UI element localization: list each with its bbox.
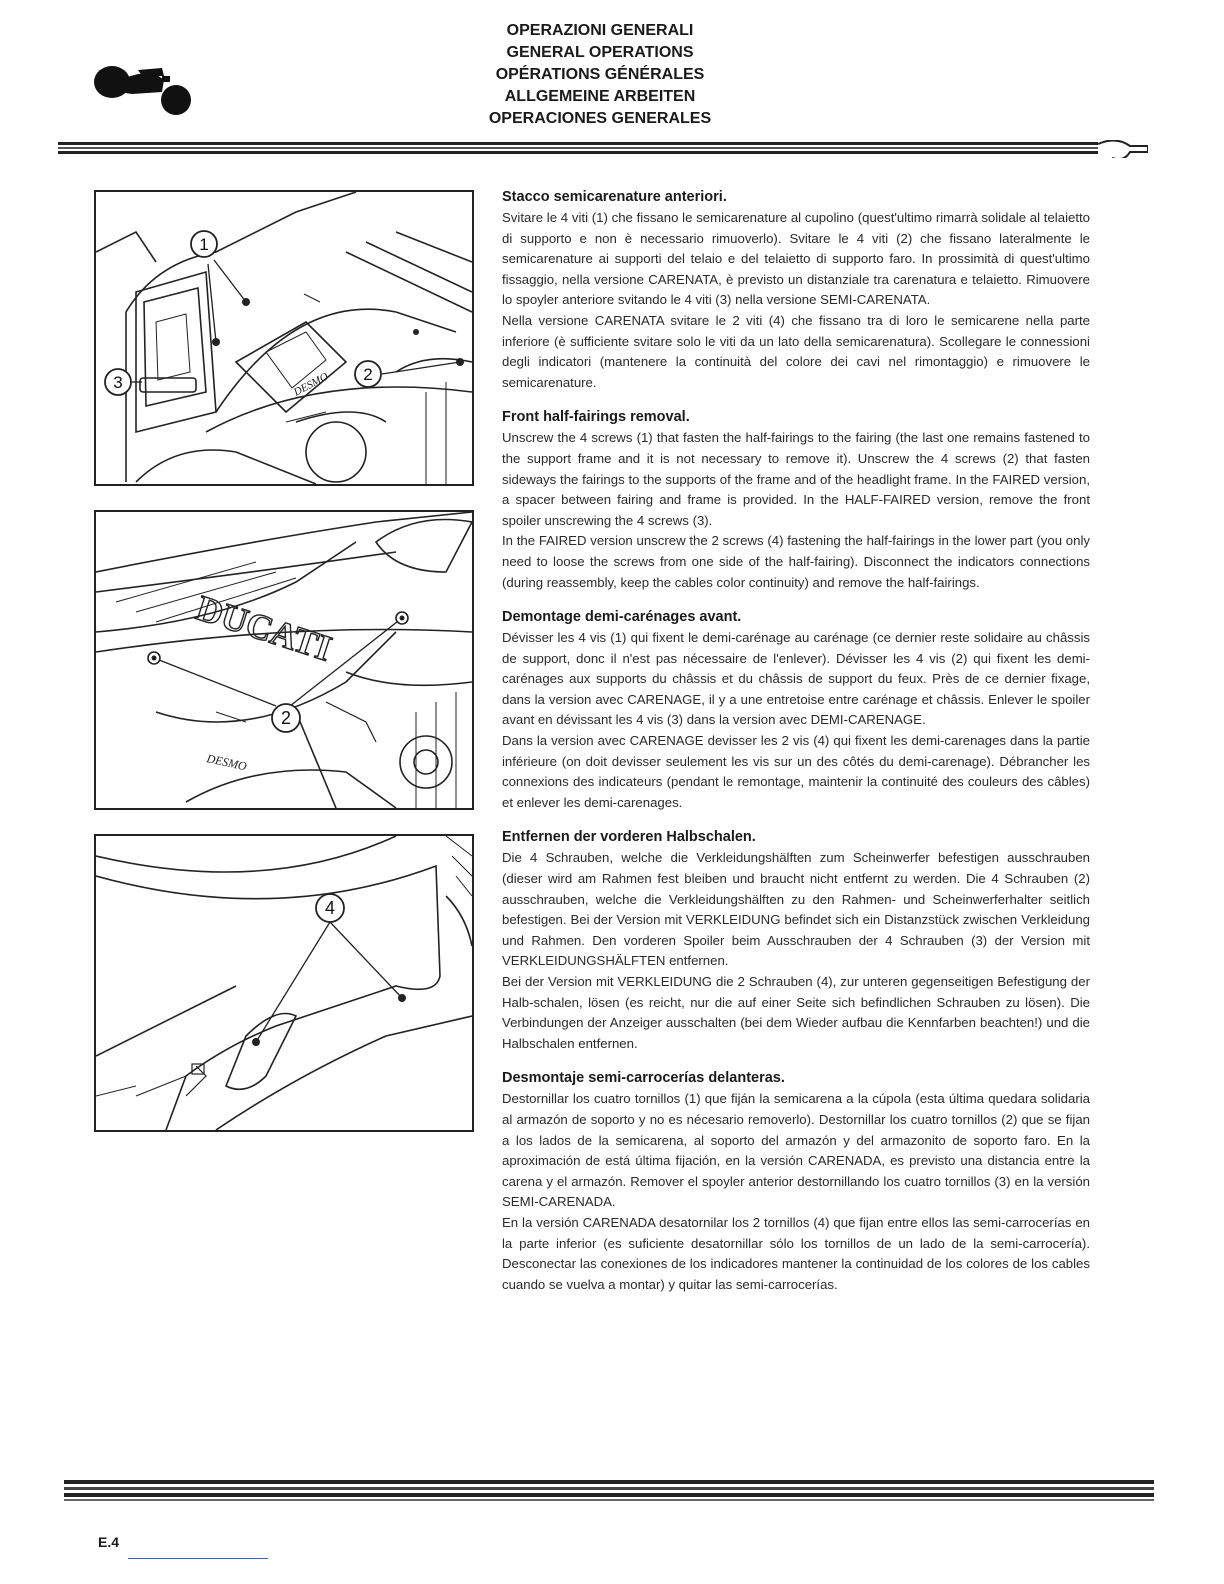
section-german bbox=[502, 827, 1090, 1054]
motorcycle-icon bbox=[92, 62, 192, 116]
section-heading: Demontage demi-carénages avant. bbox=[502, 609, 742, 626]
section-paragraph: Die 4 Schrauben, welche die Verkleidungshälften zum Scheinwerfer befestigen ausschrauben (dieser wird am Rahmen fest bleiben und braucht nicht entfernt zu werden. Die 4 Schrauben (2) ausschrauben, welche die Verkleidungshälften zu den Rahmen- und Scheinwerferhalter seitlich befestigen. Bei der Version mit VERKLEIDUNG befindet sich ein Distanzstück zwischen Verkleidung und Rahmen. Den vorderen Spoiler beim Ausschrauben der 4 Schrauben (3) der Version mit VERKLEIDUNGSHÄLFTEN entfernen. bbox=[502, 850, 1090, 969]
section-paragraph: Unscrew the 4 screws (1) that fasten the half-fairings to the fairing (the last one remains fastened to the support frame and it is not necessary to remove it). Unscrew the 4 screws (2) that fasten sideways the fairings to the supports of the frame and of the headlight frame. In the FAIRED version, a spacer between fairing and frame is provided. In the HALF-FAIRED version, remove the front spoiler unscrewing the 4 screws (3). bbox=[502, 430, 1090, 528]
section-english bbox=[502, 407, 1090, 593]
section-heading: Entfernen der vorderen Halbschalen. bbox=[502, 829, 756, 846]
section-paragraph: Dans la version avec CARENAGE devisser les 2 vis (4) qui fixent les demi-carenages dans la partie inférieure (on doit devisser seulement les vis sur un des côtés du demi-carenage). Débrancher les connexions des indicateurs (pendant le remontage, maintenir la continuité des couleurs des câbles) et enlever les demi-carenages. bbox=[502, 733, 1090, 810]
header-title-de: ALLGEMEINE ARBEITEN bbox=[504, 88, 696, 105]
instructions-text bbox=[502, 187, 1090, 1309]
section-heading: Desmontaje semi-carrocerías delanteras. bbox=[502, 1070, 785, 1087]
section-paragraph: Destornillar los cuatro tornillos (1) que fiján la semicarena a la cúpola (esta última quedara solidaria al armazón de soporto y no es nécesario removerlo). Destornillar los cuatro tornillos (2) que se fijan a los lados de la semicarena, al soporto del armazón y del armazonito de soporto faro. En la aproximación de está última fijación, en la versión CARENADA, es previsto una distancia entre la carena y el armazón. Remover el spoyler anterior destornillando los cuatro tornillos (3) en la versión SEMI-CARENADA. bbox=[502, 1091, 1090, 1210]
figure-callout-2 bbox=[355, 361, 381, 387]
section-paragraph: Svitare le 4 viti (1) che fissano le semicarenature al cupolino (quest'ultimo rimarrà solidale al telaietto di supporto e non è necessario rimuoverlo). Svitare le 4 viti (2) che fissano lateralmente le semicarenature ai supporti del telaio e del telaietto di supporto faro. In prossimità di quest'ultimo fissaggio, nella versione CARENATA, è previsto un distanziale tra carenatura e telaietto. Rimuovere lo spoyler anteriore svitando le 4 viti (3) nella versione SEMI-CARENATA. bbox=[502, 210, 1090, 308]
section-spanish bbox=[502, 1068, 1090, 1295]
figure-label-desmo: DESMO bbox=[205, 751, 249, 774]
section-paragraph: Dévisser les 4 vis (1) qui fixent le demi-carénage au carénage (ce dernier reste solidaire au châssis de support, donc il n'est pas nécessaire de l'enlever). Dévisser les 4 vis (2) qui fixent les demi-carénages aux supports du châssis et du châssis de support du feux. Près de ce dernier fixage, dans la version avec CARENAGE, il y a une entretoise entre carénage et châssis. Enlever le spoiler avant en dévissant les 4 vis (3) dans la version avec DEMI-CARENAGE. bbox=[502, 630, 1090, 728]
header-title-en: GENERAL OPERATIONS bbox=[506, 44, 694, 61]
svg-text:3: 3 bbox=[113, 373, 123, 392]
section-paragraph: Bei der Version mit VERKLEIDUNG die 2 Schrauben (4), zur unteren gegenseitigen Befestigung der Halb-schalen, lösen (es reicht, nur die auf einer Seite sich befindlichen Schrauben zu lösen). Die Verbindungen der Anzeiger ausschalten (bei dem Wieder aufbau die Kennfarben beachten!) und die Halbschalen entfernen. bbox=[502, 974, 1090, 1051]
figure-label-ducati: DUCATI bbox=[191, 587, 337, 669]
figure-callout-4 bbox=[316, 894, 344, 922]
header-titles bbox=[380, 20, 820, 130]
section-heading: Stacco semicarenature anteriori. bbox=[502, 189, 727, 205]
svg-text:2: 2 bbox=[363, 365, 373, 384]
figure-label-desmo: DESMO bbox=[291, 370, 331, 399]
header-title-fr: OPÉRATIONS GÉNÉRALES bbox=[495, 66, 705, 83]
svg-text:1: 1 bbox=[199, 235, 209, 254]
figure-callout-2 bbox=[272, 704, 300, 732]
section-paragraph: In the FAIRED version unscrew the 2 screws (4) fastening the half-fairings in the lower part (you only need to loose the screws from one side of the half-fairing). Disconnect the indicators connections (during reassembly, keep the cables color continuity) and remove the half-fairings. bbox=[502, 533, 1090, 590]
footer-rule bbox=[64, 1478, 1154, 1504]
figure-lower-fairing bbox=[94, 834, 474, 1132]
header-rule bbox=[58, 140, 1148, 158]
header-title-it: OPERAZIONI GENERALI bbox=[506, 22, 694, 39]
figure-callout-1 bbox=[191, 231, 217, 257]
section-paragraph: Nella versione CARENATA svitare le 2 viti (4) che fissano tra di loro le semicarene nella parte inferiore (è sufficiente svitare solo le viti da un lato della semicarenatura). Scollegare le connessioni degli indicatori (mantenere la continuità del colore dei cavi nel rimontaggio) e rimuovere le semicarenature. bbox=[502, 312, 1090, 390]
section-italian bbox=[502, 187, 1090, 393]
svg-text:4: 4 bbox=[324, 898, 336, 918]
figure-side-fairing bbox=[94, 510, 474, 810]
footer-link-underline bbox=[128, 1558, 268, 1559]
svg-text:2: 2 bbox=[280, 708, 292, 728]
figure-headlight-fairing bbox=[94, 190, 474, 486]
section-french bbox=[502, 607, 1090, 813]
header-title-es: OPERACIONES GENERALES bbox=[488, 110, 712, 127]
page-number: E.4 bbox=[98, 1534, 120, 1550]
section-heading: Front half-fairings removal. bbox=[502, 409, 690, 426]
figure-callout-3 bbox=[105, 369, 131, 395]
section-paragraph: En la versión CARENADA desatornilar los 2 tornillos (4) que fijan entre ellos las semi-carrocerías en la parte inferior (es suficiente desatornillar sólo los tornillos de un lado de la semi-carrocería). Desconectar las conexiones de los indicadores mantener la continuidad de los colores de los cables cuando se vuelva a montar) y quitar las semi-carrocerías. bbox=[502, 1214, 1090, 1292]
